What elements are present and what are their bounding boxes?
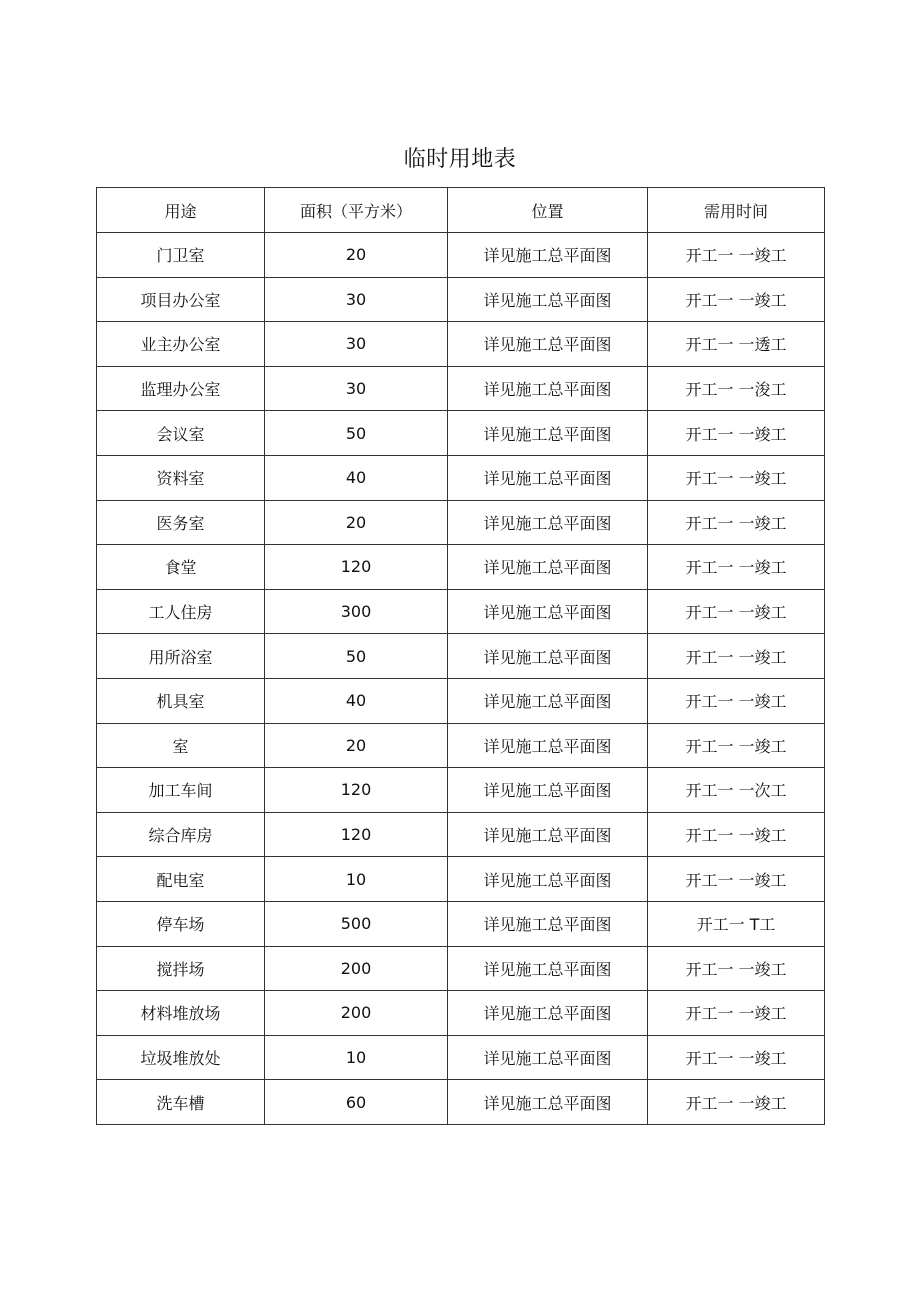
land-use-table <box>96 187 825 1125</box>
cell-use: 监理办公室 <box>97 366 265 411</box>
cell-use: 搅拌场 <box>97 946 265 991</box>
cell-use: 加工车间 <box>97 768 265 813</box>
table-header-row <box>97 188 825 233</box>
cell-use: 洗车槽 <box>97 1080 265 1125</box>
cell-use: 食堂 <box>97 545 265 590</box>
cell-area: 40 <box>265 455 448 500</box>
cell-use: 综合库房 <box>97 812 265 857</box>
table-row <box>97 233 825 278</box>
cell-use: 门卫室 <box>97 233 265 278</box>
table-row <box>97 455 825 500</box>
table-row <box>97 366 825 411</box>
table-row <box>97 545 825 590</box>
page-title: 临时用地表 <box>403 147 517 172</box>
table-row <box>97 678 825 723</box>
cell-time: 开工一 一浚工 <box>648 366 825 411</box>
cell-time: 开工一 一竣工 <box>648 1035 825 1080</box>
table-row <box>97 901 825 946</box>
cell-time: 开工一 一竣工 <box>648 946 825 991</box>
cell-location: 详见施工总平面图 <box>448 857 648 902</box>
cell-area: 30 <box>265 366 448 411</box>
cell-use: 材料堆放场 <box>97 991 265 1036</box>
cell-location: 详见施工总平面图 <box>448 678 648 723</box>
cell-location: 详见施工总平面图 <box>448 233 648 278</box>
cell-location: 详见施工总平面图 <box>448 455 648 500</box>
cell-location: 详见施工总平面图 <box>448 946 648 991</box>
cell-area: 120 <box>265 545 448 590</box>
cell-time: 开工一 一竣工 <box>648 857 825 902</box>
cell-time: 开工一 一透工 <box>648 322 825 367</box>
cell-time: 开工一 一竣工 <box>648 723 825 768</box>
cell-use: 垃圾堆放处 <box>97 1035 265 1080</box>
table-row <box>97 991 825 1036</box>
cell-location: 详见施工总平面图 <box>448 500 648 545</box>
cell-location: 详见施工总平面图 <box>448 991 648 1036</box>
cell-location: 详见施工总平面图 <box>448 277 648 322</box>
cell-time: 开工一 一竣工 <box>648 500 825 545</box>
cell-use: 医务室 <box>97 500 265 545</box>
cell-area: 200 <box>265 946 448 991</box>
cell-use: 配电室 <box>97 857 265 902</box>
table-row <box>97 589 825 634</box>
cell-time: 开工一 一竣工 <box>648 411 825 456</box>
table-row <box>97 1080 825 1125</box>
cell-area: 20 <box>265 723 448 768</box>
cell-time: 开工一 一竣工 <box>648 545 825 590</box>
cell-area: 30 <box>265 322 448 367</box>
cell-use: 资料室 <box>97 455 265 500</box>
cell-area: 10 <box>265 1035 448 1080</box>
cell-time: 开工一 一竣工 <box>648 589 825 634</box>
cell-time: 开工一 一竣工 <box>648 233 825 278</box>
header-location: 位置 <box>448 188 648 233</box>
cell-area: 40 <box>265 678 448 723</box>
cell-area: 60 <box>265 1080 448 1125</box>
cell-area: 500 <box>265 901 448 946</box>
cell-time: 开工一 一次工 <box>648 768 825 813</box>
table-row <box>97 322 825 367</box>
cell-location: 详见施工总平面图 <box>448 901 648 946</box>
cell-use: 项目办公室 <box>97 277 265 322</box>
cell-area: 50 <box>265 634 448 679</box>
cell-area: 30 <box>265 277 448 322</box>
cell-use: 工人住房 <box>97 589 265 634</box>
cell-location: 详见施工总平面图 <box>448 768 648 813</box>
cell-area: 20 <box>265 233 448 278</box>
table-row <box>97 857 825 902</box>
cell-time: 开工一 一竣工 <box>648 812 825 857</box>
cell-use: 会议室 <box>97 411 265 456</box>
table-row <box>97 411 825 456</box>
cell-location: 详见施工总平面图 <box>448 545 648 590</box>
cell-time: 开工一 一竣工 <box>648 455 825 500</box>
table-row <box>97 812 825 857</box>
cell-location: 详见施工总平面图 <box>448 723 648 768</box>
cell-use: 机具室 <box>97 678 265 723</box>
cell-location: 详见施工总平面图 <box>448 322 648 367</box>
cell-time: 开工一 一竣工 <box>648 678 825 723</box>
cell-time: 开工一 一竣工 <box>648 634 825 679</box>
header-area: 面积（平方米） <box>265 188 448 233</box>
cell-time: 开工一 T工 <box>648 901 825 946</box>
cell-location: 详见施工总平面图 <box>448 634 648 679</box>
table-row <box>97 500 825 545</box>
header-use: 用途 <box>97 188 265 233</box>
cell-location: 详见施工总平面图 <box>448 812 648 857</box>
cell-location: 详见施工总平面图 <box>448 1035 648 1080</box>
cell-area: 50 <box>265 411 448 456</box>
cell-location: 详见施工总平面图 <box>448 366 648 411</box>
cell-area: 200 <box>265 991 448 1036</box>
cell-time: 开工一 一竣工 <box>648 1080 825 1125</box>
table-row <box>97 768 825 813</box>
cell-area: 10 <box>265 857 448 902</box>
cell-time: 开工一 一竣工 <box>648 277 825 322</box>
cell-use: 室 <box>97 723 265 768</box>
table-row <box>97 723 825 768</box>
cell-location: 详见施工总平面图 <box>448 1080 648 1125</box>
cell-use: 停车场 <box>97 901 265 946</box>
cell-use: 业主办公室 <box>97 322 265 367</box>
cell-area: 120 <box>265 812 448 857</box>
cell-area: 300 <box>265 589 448 634</box>
cell-location: 详见施工总平面图 <box>448 589 648 634</box>
table-row <box>97 277 825 322</box>
cell-area: 120 <box>265 768 448 813</box>
cell-use: 用所浴室 <box>97 634 265 679</box>
table-row <box>97 1035 825 1080</box>
cell-time: 开工一 一竣工 <box>648 991 825 1036</box>
cell-location: 详见施工总平面图 <box>448 411 648 456</box>
cell-area: 20 <box>265 500 448 545</box>
table-row <box>97 634 825 679</box>
table-row <box>97 946 825 991</box>
header-time: 需用时间 <box>648 188 825 233</box>
